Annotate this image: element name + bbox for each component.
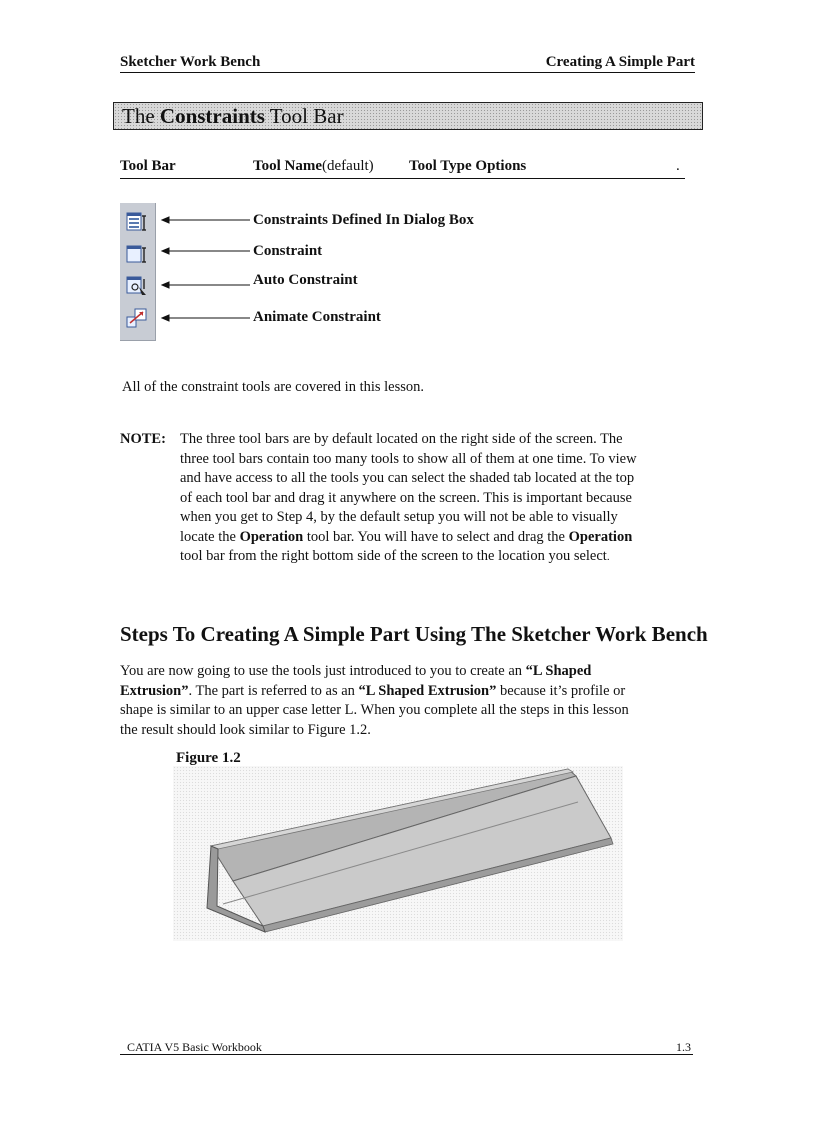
constraints-dialog-icon[interactable]	[126, 211, 148, 233]
col-tool-type-options: Tool Type Options	[409, 158, 527, 174]
figure-l-extrusion	[173, 766, 623, 941]
note-line: when you get to Step 4, by the default setup you will not be able to visually	[180, 509, 618, 525]
intro-line: the result should look similar to Figure 1.2.	[120, 721, 371, 738]
page-number: 1.3	[676, 1040, 691, 1054]
section-title-bold: Constraints	[159, 104, 265, 128]
covered-statement: All of the constraint tools are covered in this lesson.	[122, 379, 425, 395]
section-title-suffix: Tool Bar	[264, 104, 344, 128]
section-title-prefix: The	[122, 104, 160, 128]
tool-label-constraints-dialog: Constraints Defined In Dialog Box	[253, 212, 474, 228]
constraints-toolbar	[120, 203, 156, 341]
col-tool-bar: Tool Bar	[120, 158, 176, 174]
page-header	[120, 54, 695, 73]
tool-label-constraint: Constraint	[253, 243, 323, 259]
tool-label-auto-constraint: Auto Constraint	[253, 272, 358, 288]
note-line: three tool bars contain too many tools to show all of them at one time. To view	[180, 450, 637, 467]
note-body	[180, 430, 700, 568]
note-line: The three tool bars are by default located on the right side of the screen. The	[180, 431, 623, 447]
steps-heading: Steps To Creating A Simple Part Using The Sketcher Work Bench	[120, 622, 708, 646]
intro-line: You are now going to use the tools just introduced to you to create an “L Shaped	[120, 663, 592, 679]
section-title-box	[113, 102, 703, 130]
figure-label: Figure 1.2	[176, 750, 241, 766]
column-headers	[120, 158, 685, 179]
col-tool-name: Tool Name (default)	[253, 158, 374, 174]
auto-constraint-icon[interactable]	[126, 275, 148, 297]
note-label: NOTE:	[120, 431, 166, 447]
page-footer	[120, 1040, 693, 1055]
note-line: of each tool bar and drag it anywhere on the screen. This is important because	[180, 489, 632, 506]
header-right-title: Creating A Simple Part	[545, 54, 695, 70]
tool-arrows	[158, 205, 250, 335]
intro-line: Extrusion”. The part is referred to as an “L Shaped Extrusion” because it’s profile or	[120, 682, 626, 699]
intro-line: shape is similar to an upper case letter L. When you complete all the steps in this lesson	[120, 702, 629, 718]
l-extrusion-image	[173, 766, 623, 941]
animate-constraint-icon[interactable]	[126, 307, 148, 329]
col-end-mark: .	[676, 158, 680, 174]
note-line: tool bar from the right bottom side of the screen to the location you select.	[180, 548, 610, 564]
intro-paragraph	[120, 662, 700, 740]
constraint-icon[interactable]	[126, 243, 148, 265]
tool-label-animate-constraint: Animate Constraint	[253, 309, 381, 325]
note-line: and have access to all the tools you can select the shaded tab located at the top	[180, 470, 635, 486]
footer-book-title: CATIA V5 Basic Workbook	[127, 1040, 262, 1054]
note-line: locate the Operation tool bar. You will have to select and drag the Operation	[180, 528, 633, 545]
header-left-title: Sketcher Work Bench	[120, 54, 261, 70]
